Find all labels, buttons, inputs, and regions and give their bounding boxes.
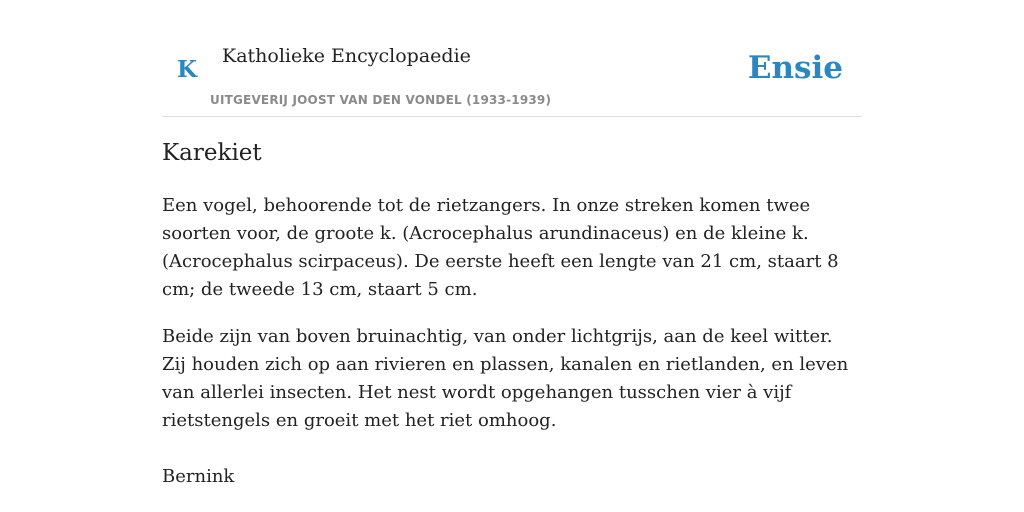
entry-paragraph: Een vogel, behoorende tot de rietzangers. In onze streken komen twee soorten voor, de groote k. (Acrocephalus arundinaceus) en de kleine k. (Acrocephalus scirpaceus). De eerste heeft een lengte van 21 cm, staart 8 cm; de tweede 13 cm, staart 5 cm.: [162, 195, 839, 300]
publication-subtitle: UITGEVERIJ JOOST VAN DEN VONDEL (1933-1939): [210, 93, 552, 107]
entry-paragraph: Beide zijn van boven bruinachtig, van onder lichtgrijs, aan de keel witter. Zij houden zich op aan rivieren en plassen, kanalen en rietlanden, en leven van allerlei insecten. Het nest wordt opgehangen tusschen vier à vijf rietstengels en groeit met het riet omhoog.: [162, 326, 849, 431]
header: [162, 0, 862, 117]
publication-title[interactable]: Katholieke Encyclopaedie: [222, 45, 471, 67]
page-container: [162, 0, 862, 487]
entry-body: [162, 192, 862, 454]
publication-logo[interactable]: K: [177, 56, 197, 83]
entry-title: Karekiet: [162, 140, 262, 166]
entry-author: Bernink: [162, 466, 235, 487]
site-logo[interactable]: Ensie: [747, 50, 843, 86]
